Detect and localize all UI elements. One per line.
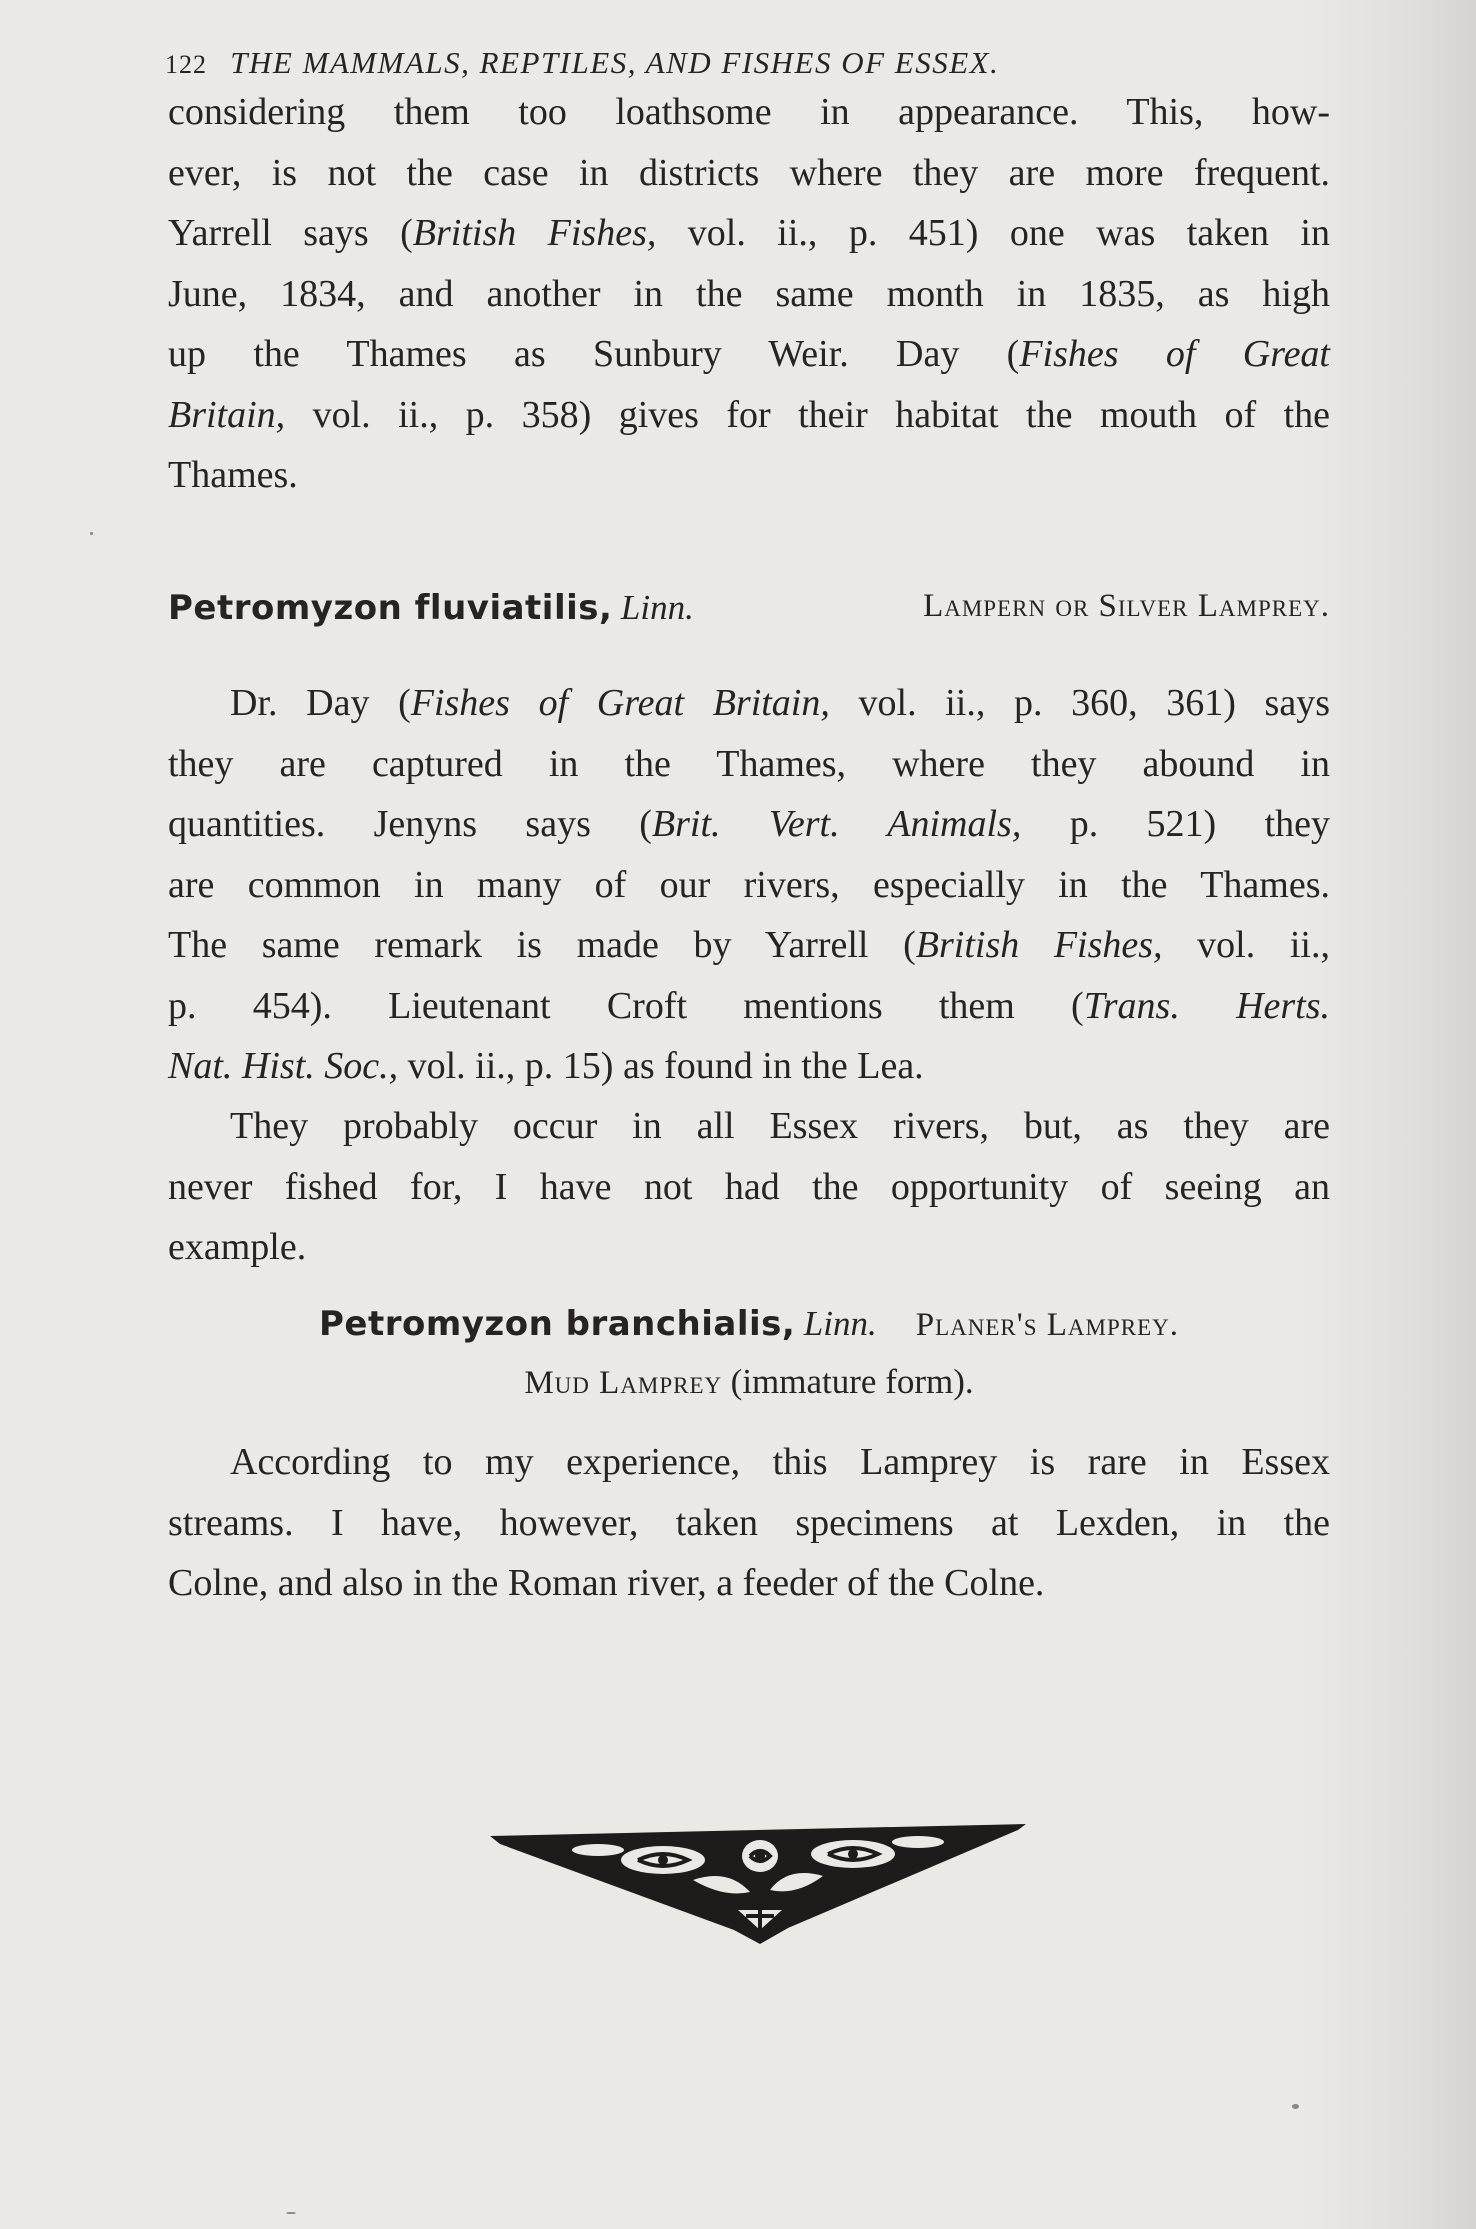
text-line: ever, is not the case in districts where they are more frequent. xyxy=(168,151,1330,194)
scan-speck xyxy=(90,532,93,535)
common-name: Planer's Lamprey. xyxy=(915,1307,1180,1343)
scan-speck xyxy=(1292,2104,1299,2109)
text-line: example. xyxy=(168,1226,307,1268)
paragraph-3 xyxy=(168,1096,1330,1278)
species-name: Petromyzon fluviatilis, xyxy=(168,588,613,628)
text-line: up the Thames as Sunbury Weir. Day (Fishes of Great xyxy=(168,333,1330,375)
species-name: Petromyzon branchialis, xyxy=(318,1304,796,1344)
paragraph-4 xyxy=(168,1432,1330,1614)
text-line: streams. I have, however, taken specimens at Lexden, in the xyxy=(168,1501,1330,1544)
text-line: they are captured in the Thames, where they abound in xyxy=(168,742,1330,785)
species-authority: Linn. xyxy=(803,1304,877,1343)
species-heading-branchialis xyxy=(168,1304,1330,1344)
text-line: Yarrell says (British Fishes, vol. ii., p. 451) one was taken in xyxy=(168,212,1330,254)
species-heading-fluviatilis xyxy=(168,588,1330,628)
text-line: They probably occur in all Essex rivers, but, as they are xyxy=(230,1105,1330,1147)
text-line: The same remark is made by Yarrell (British Fishes, vol. ii., xyxy=(168,924,1330,966)
tailpiece-ornament-icon xyxy=(488,1818,1028,1944)
common-name: Lampern or Silver Lamprey. xyxy=(923,588,1330,624)
paragraph-2 xyxy=(168,673,1330,1097)
alt-common-name: Mud Lamprey xyxy=(524,1365,723,1401)
text-line: considering them too loathsome in appearance. This, how- xyxy=(168,91,1330,133)
text-line: are common in many of our rivers, especially in the Thames. xyxy=(168,863,1330,906)
species-alt-name xyxy=(168,1362,1330,1402)
text-line: Dr. Day (Fishes of Great Britain, vol. ii., p. 360, 361) says xyxy=(230,682,1330,724)
text-line: never fished for, I have not had the opportunity of seeing an xyxy=(168,1165,1330,1208)
text-line: p. 454). Lieutenant Croft mentions them (Trans. Herts. xyxy=(168,984,1331,1027)
alt-common-note: (immature form). xyxy=(730,1362,974,1401)
text-line: quantities. Jenyns says (Brit. Vert. Animals, p. 521) they xyxy=(168,803,1331,845)
text-line: Thames. xyxy=(168,454,298,496)
species-authority: Linn. xyxy=(620,588,694,627)
text-line: Colne, and also in the Roman river, a feeder of the Colne. xyxy=(168,1562,1045,1604)
text-line: June, 1834, and another in the same month in 1835, as high xyxy=(168,272,1330,315)
page-number: 122 xyxy=(165,50,207,79)
scan-speck xyxy=(286,2212,296,2214)
running-header xyxy=(165,45,1345,81)
text-line: Britain, vol. ii., p. 358) gives for their habitat the mouth of the xyxy=(168,393,1330,436)
text-line: Nat. Hist. Soc., vol. ii., p. 15) as found in the Lea. xyxy=(168,1045,924,1087)
running-title: THE MAMMALS, REPTILES, AND FISHES OF ESSEX. xyxy=(230,45,1000,80)
text-line: According to my experience, this Lamprey is rare in Essex xyxy=(230,1441,1330,1483)
paragraph-1 xyxy=(168,82,1330,506)
